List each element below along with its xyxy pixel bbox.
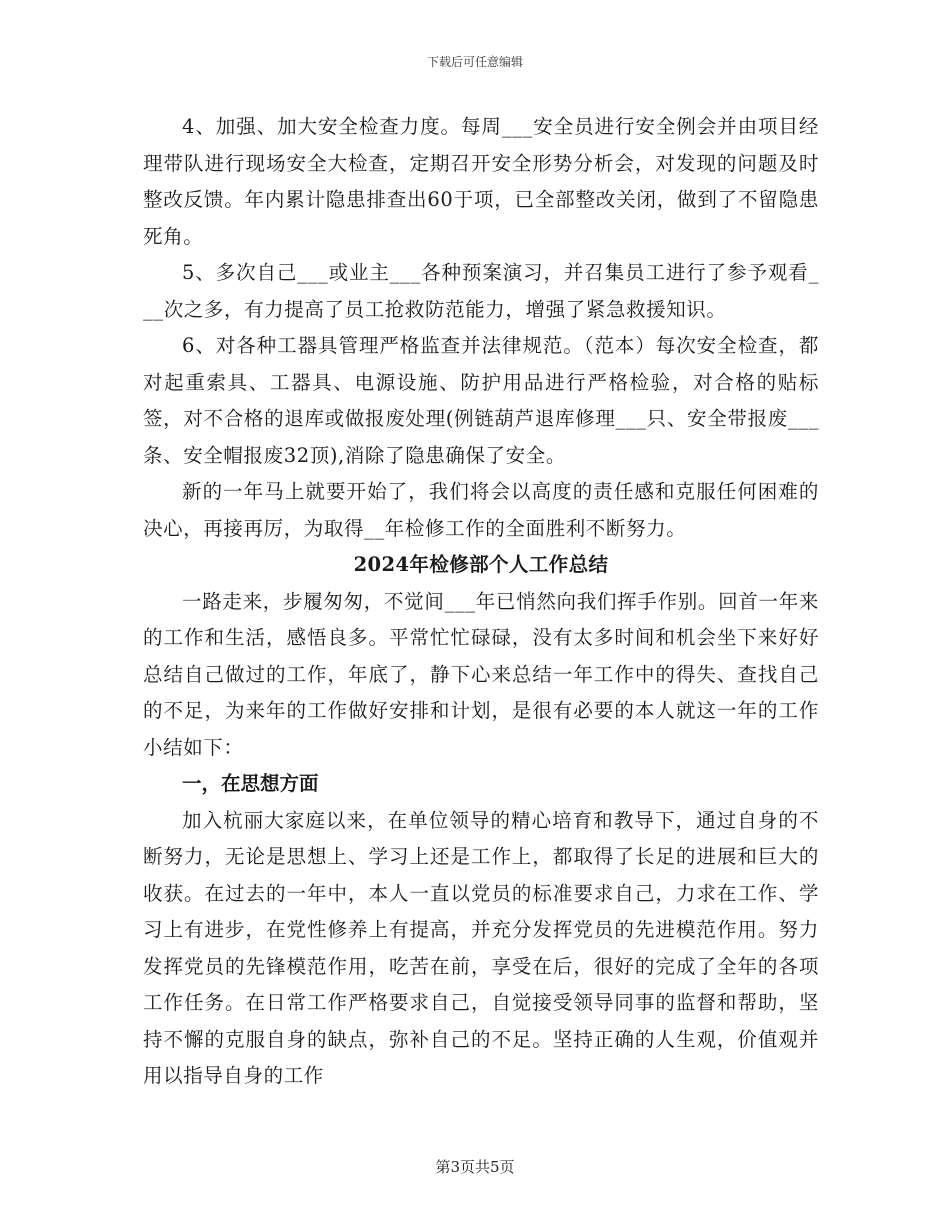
- section-title: 2024年检修部个人工作总结: [353, 553, 609, 576]
- paragraph-introduction: 一路走来，步履匆匆，不觉间___年已悄然向我们挥手作别。回首一年来的工作和生活，感悟良多。平常忙忙碌碌，没有太多时间和机会坐下来好好总结自己做过的工作，年底了，静下心来总结一年工作中的得失、查找自己的不足，为来年的工作做好安排和计划，是很有必要的本人就这一年的工作小结如下：: [143, 589, 819, 759]
- section-heading-ideology: 一，在思想方面: [182, 772, 319, 795]
- document-body: [143, 109, 819, 1095]
- paragraph-safety-inspection: 4、加强、加大安全检查力度。每周___安全员进行安全例会并由项目经理带队进行现场安全大检查，定期召开安全形势分析会，对发现的问题及时整改反馈。年内累计隐患排查出60于项，已全部整改关闭，做到了不留隐患死角。: [143, 115, 819, 248]
- page-number: 第3页共5页: [435, 1158, 515, 1176]
- paragraph-new-year: 新的一年马上就要开始了，我们将会以高度的责任感和克服任何困难的决心，再接再厉，为取得__年检修工作的全面胜利不断努力。: [143, 480, 819, 540]
- paragraph-emergency-drill: 5、多次自己___或业主___各种预案演习，并召集员工进行了参予观看___次之多，有力提高了员工抢救防范能力，增强了紧急救援知识。: [143, 261, 819, 321]
- page-header-note: 下载后可任意编辑: [426, 55, 523, 69]
- paragraph-ideology: 加入杭丽大家庭以来，在单位领导的精心培育和教导下，通过自身的不断努力，无论是思想上、学习上还是工作上，都取得了长足的进展和巨大的收获。在过去的一年中，本人一直以党员的标准要求自己，力求在工作、学习上有进步，在党性修养上有提高，并充分发挥党员的先进模范作用。努力发挥党员的先锋模范作用，吃苦在前，享受在后，很好的完成了全年的各项工作任务。在日常工作严格要求自己，自觉接受领导同事的监督和帮助，坚持不懈的克服自身的缺点，弥补自己的不足。坚持正确的人生观，价值观并用以指导自身的工作: [143, 808, 819, 1087]
- paragraph-tool-management: 6、对各种工器具管理严格监查并法律规范。（范本）每次安全检查，都对起重索具、工器具、电源设施、防护用品进行严格检验，对合格的贴标签，对不合格的退库或做报废处理(例链葫芦退库修理___只、安全带报废___条、安全帽报废32顶),消除了隐患确保了安全。: [143, 334, 819, 467]
